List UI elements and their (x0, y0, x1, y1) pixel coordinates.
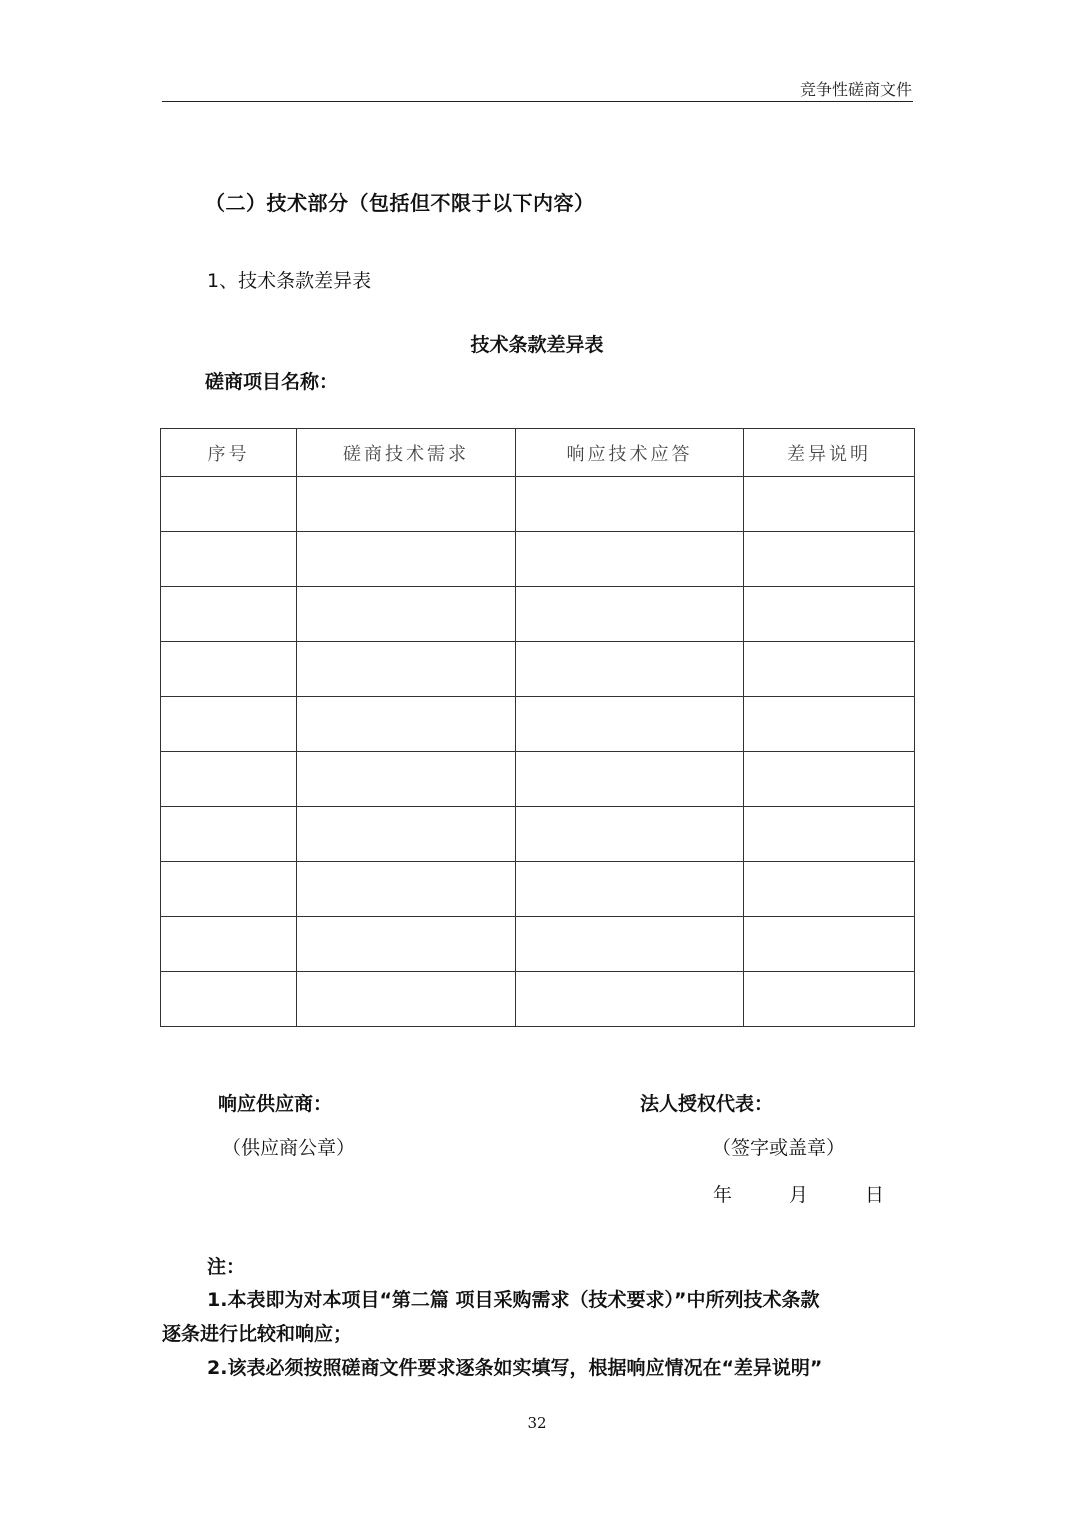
table-cell[interactable] (297, 697, 516, 752)
representative-seal-label: （签字或盖章） (712, 1137, 846, 1159)
table-cell[interactable] (297, 862, 516, 917)
column-header-requirement: 磋商技术需求 (297, 429, 516, 477)
table-cell[interactable] (516, 862, 744, 917)
table-row (161, 862, 915, 917)
table-cell[interactable] (744, 862, 915, 917)
table-row (161, 972, 915, 1027)
section-heading: （二）技术部分（包括但不限于以下内容） (205, 191, 595, 215)
column-header-response: 响应技术应答 (516, 429, 744, 477)
table-cell[interactable] (744, 587, 915, 642)
subheading: 1、技术条款差异表 (207, 270, 372, 292)
table-cell[interactable] (744, 477, 915, 532)
table-cell[interactable] (297, 477, 516, 532)
supplier-label: 响应供应商： (218, 1093, 333, 1115)
table-cell[interactable] (744, 917, 915, 972)
table-header-row (161, 429, 915, 477)
table-cell[interactable] (161, 862, 297, 917)
page-number: 32 (527, 1414, 547, 1432)
table-row (161, 532, 915, 587)
table-row (161, 642, 915, 697)
column-header-difference: 差异说明 (744, 429, 915, 477)
document-header-title: 竞争性磋商文件 (799, 80, 912, 99)
table-cell[interactable] (516, 752, 744, 807)
difference-table (160, 428, 915, 1027)
table-cell[interactable] (744, 807, 915, 862)
table-cell[interactable] (297, 532, 516, 587)
table-cell[interactable] (297, 972, 516, 1027)
table-cell[interactable] (744, 697, 915, 752)
table-cell[interactable] (744, 752, 915, 807)
supplier-seal-label: （供应商公章） (222, 1137, 356, 1159)
table-cell[interactable] (516, 917, 744, 972)
table-cell[interactable] (161, 917, 297, 972)
table-cell[interactable] (516, 642, 744, 697)
table-cell[interactable] (161, 972, 297, 1027)
table-cell[interactable] (516, 532, 744, 587)
table-row (161, 917, 915, 972)
date-year-label: 年 (713, 1184, 733, 1206)
notes-title: 注： (207, 1256, 246, 1278)
table-cell[interactable] (297, 642, 516, 697)
table-cell[interactable] (161, 587, 297, 642)
table-row (161, 807, 915, 862)
table-row (161, 587, 915, 642)
date-month-label: 月 (789, 1184, 809, 1206)
table-cell[interactable] (744, 532, 915, 587)
table-cell[interactable] (161, 752, 297, 807)
table-cell[interactable] (516, 697, 744, 752)
table-cell[interactable] (297, 807, 516, 862)
table-cell[interactable] (297, 752, 516, 807)
table-cell[interactable] (161, 532, 297, 587)
table-cell[interactable] (297, 917, 516, 972)
table-cell[interactable] (161, 477, 297, 532)
authorized-representative-label: 法人授权代表： (640, 1093, 774, 1115)
table-cell[interactable] (516, 807, 744, 862)
table-cell[interactable] (161, 642, 297, 697)
table-cell[interactable] (516, 587, 744, 642)
project-name-label: 磋商项目名称： (205, 371, 339, 393)
table-cell[interactable] (516, 477, 744, 532)
date-day-label: 日 (865, 1184, 885, 1206)
table-row (161, 477, 915, 532)
note-line: 逐条进行比较和响应； (162, 1323, 353, 1345)
table-cell[interactable] (744, 642, 915, 697)
note-line: 1.本表即为对本项目“第二篇 项目采购需求（技术要求）”中所列技术条款 (207, 1289, 820, 1311)
table-cell[interactable] (516, 972, 744, 1027)
table-title: 技术条款差异表 (470, 334, 604, 356)
table-cell[interactable] (161, 697, 297, 752)
column-header-index: 序号 (161, 429, 297, 477)
note-line: 2.该表必须按照磋商文件要求逐条如实填写，根据响应情况在“差异说明” (207, 1357, 823, 1379)
table-cell[interactable] (297, 587, 516, 642)
header-divider (162, 101, 913, 102)
table-cell[interactable] (161, 807, 297, 862)
table-row (161, 752, 915, 807)
table-row (161, 697, 915, 752)
table-cell[interactable] (744, 972, 915, 1027)
